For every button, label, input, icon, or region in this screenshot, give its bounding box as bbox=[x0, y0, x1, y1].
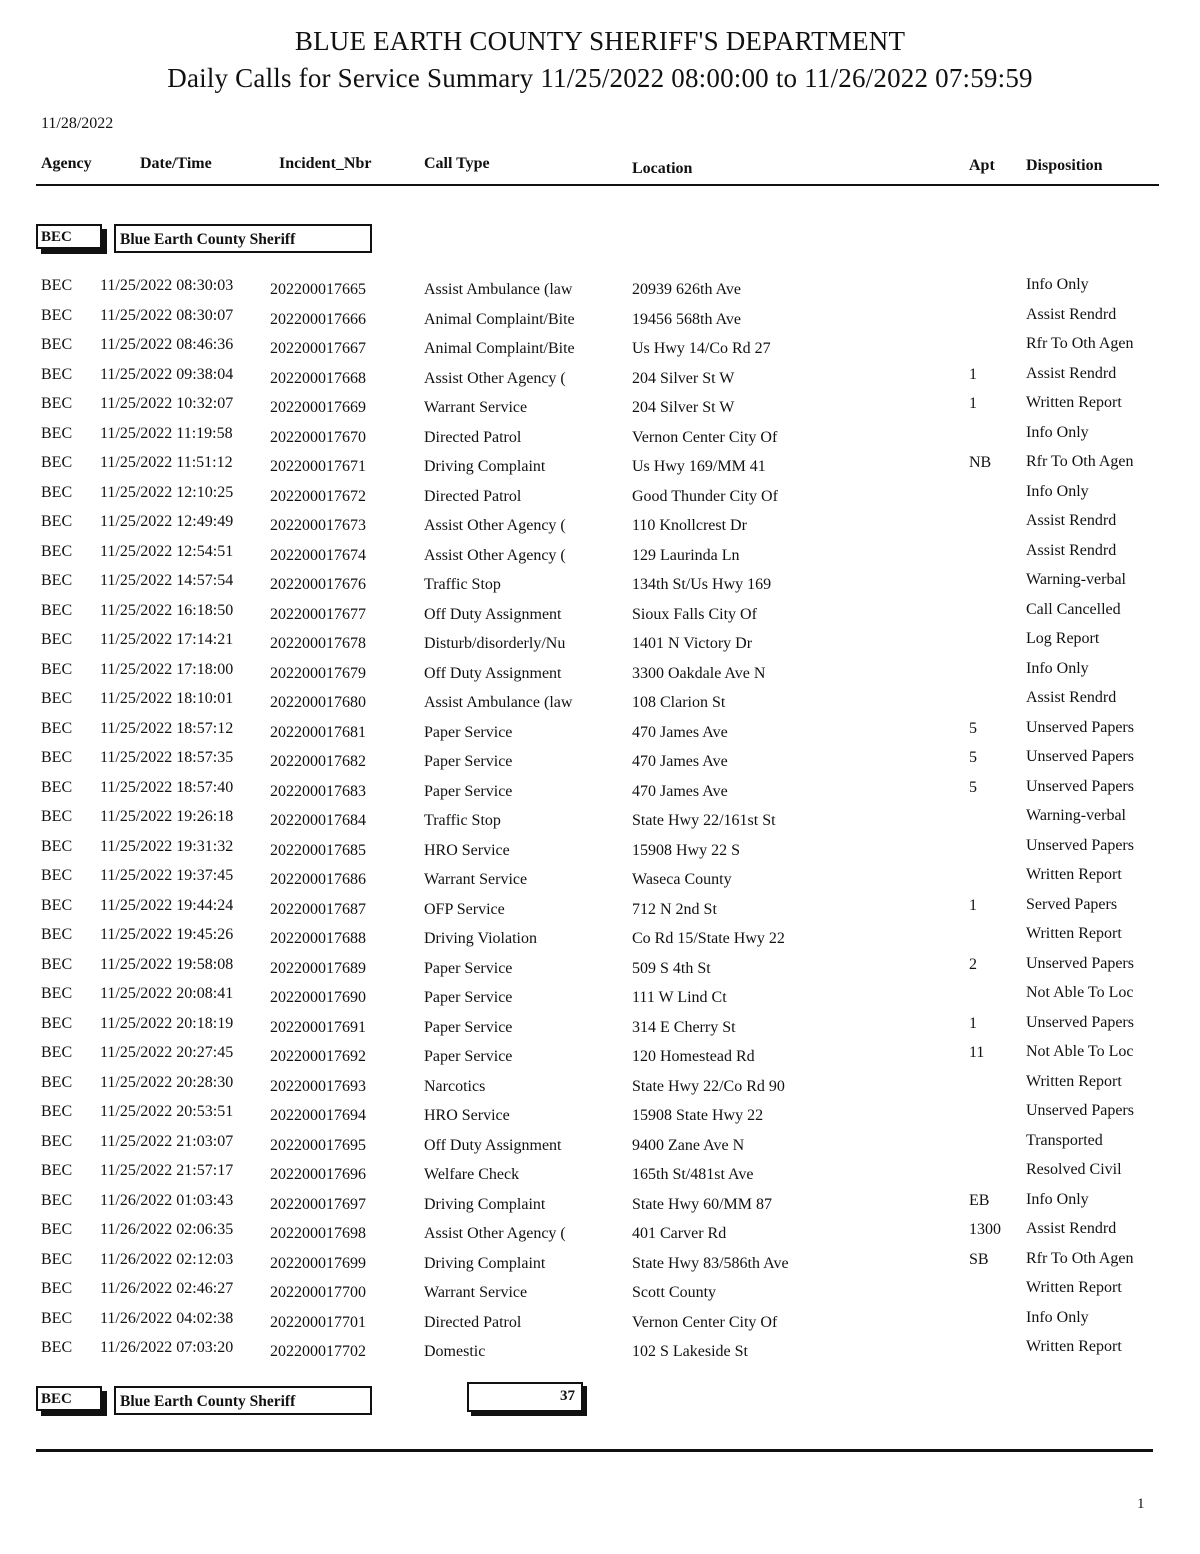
cell-location: 3300 Oakdale Ave N bbox=[632, 664, 766, 682]
cell-location: 509 S 4th St bbox=[632, 959, 711, 977]
cell-datetime: 11/25/2022 12:49:49 bbox=[100, 513, 234, 530]
cell-agency: BEC bbox=[41, 1221, 73, 1238]
calls-table bbox=[0, 274, 1200, 1366]
footer-code: BEC bbox=[41, 1391, 72, 1407]
cell-call-type: Assist Other Agency ( bbox=[424, 369, 566, 387]
cell-location: 102 S Lakeside St bbox=[632, 1343, 748, 1360]
cell-location: State Hwy 60/MM 87 bbox=[632, 1195, 772, 1213]
cell-location: Waseca County bbox=[632, 871, 732, 888]
table-row bbox=[0, 510, 1200, 540]
cell-datetime: 11/25/2022 08:46:36 bbox=[100, 336, 234, 353]
cell-location: 120 Homestead Rd bbox=[632, 1048, 755, 1065]
table-row bbox=[0, 805, 1200, 835]
cell-agency: BEC bbox=[41, 749, 73, 766]
footer-name: Blue Earth County Sheriff bbox=[120, 1393, 296, 1410]
cell-agency: BEC bbox=[41, 1132, 73, 1150]
cell-incident: 202200017666 bbox=[270, 310, 366, 328]
table-row bbox=[0, 451, 1200, 481]
cell-incident: 202200017669 bbox=[270, 399, 366, 416]
cell-location: Co Rd 15/State Hwy 22 bbox=[632, 930, 785, 947]
cell-call-type: Paper Service bbox=[424, 989, 513, 1006]
cell-disposition: Unserved Papers bbox=[1026, 1013, 1134, 1031]
cell-apt: 5 bbox=[969, 778, 977, 796]
column-header-apt: Apt bbox=[969, 157, 995, 174]
cell-disposition: Transported bbox=[1026, 1131, 1103, 1149]
cell-call-type: Narcotics bbox=[424, 1077, 486, 1095]
table-row bbox=[0, 1012, 1200, 1042]
table-row bbox=[0, 776, 1200, 806]
cell-disposition: Assist Rendrd bbox=[1026, 305, 1117, 323]
cell-incident: 202200017697 bbox=[270, 1195, 366, 1213]
cell-disposition: Assist Rendrd bbox=[1026, 1220, 1117, 1237]
cell-datetime: 11/25/2022 21:03:07 bbox=[100, 1132, 234, 1150]
table-row bbox=[0, 1159, 1200, 1189]
cell-apt: 5 bbox=[969, 719, 977, 737]
cell-datetime: 11/25/2022 12:10:25 bbox=[100, 483, 234, 501]
cell-apt: 1 bbox=[969, 365, 977, 383]
cell-agency: BEC bbox=[41, 1191, 73, 1209]
cell-apt: 1 bbox=[969, 896, 977, 914]
cell-agency: BEC bbox=[41, 867, 73, 884]
column-header-agency: Agency bbox=[41, 155, 92, 172]
cell-agency: BEC bbox=[41, 513, 73, 530]
cell-datetime: 11/26/2022 02:46:27 bbox=[100, 1280, 234, 1297]
cell-call-type: Driving Complaint bbox=[424, 1195, 546, 1213]
cell-call-type: Assist Other Agency ( bbox=[424, 546, 566, 564]
cell-datetime: 11/25/2022 20:53:51 bbox=[100, 1103, 234, 1120]
cell-agency: BEC bbox=[41, 454, 73, 471]
cell-agency: BEC bbox=[41, 542, 73, 560]
cell-incident: 202200017681 bbox=[270, 723, 366, 741]
cell-datetime: 11/25/2022 19:44:24 bbox=[100, 896, 234, 914]
cell-agency: BEC bbox=[41, 1073, 73, 1091]
cell-apt: SB bbox=[969, 1250, 989, 1268]
cell-location: 470 James Ave bbox=[632, 753, 728, 770]
cell-call-type: Traffic Stop bbox=[424, 576, 501, 593]
cell-agency: BEC bbox=[41, 808, 73, 825]
cell-call-type: Paper Service bbox=[424, 723, 513, 741]
cell-apt: 1300 bbox=[969, 1221, 1001, 1238]
cell-incident: 202200017686 bbox=[270, 871, 366, 888]
cell-disposition: Not Able To Loc bbox=[1026, 984, 1134, 1001]
group-code: BEC bbox=[41, 229, 72, 245]
cell-datetime: 11/25/2022 18:57:12 bbox=[100, 719, 234, 737]
cell-call-type: Driving Violation bbox=[424, 930, 537, 947]
cell-incident: 202200017698 bbox=[270, 1225, 366, 1242]
table-row bbox=[0, 864, 1200, 894]
table-row bbox=[0, 392, 1200, 422]
cell-apt: EB bbox=[969, 1191, 990, 1209]
cell-disposition: Written Report bbox=[1026, 925, 1122, 942]
cell-incident: 202200017700 bbox=[270, 1284, 366, 1301]
cell-disposition: Resolved Civil bbox=[1026, 1161, 1122, 1178]
table-row bbox=[0, 1307, 1200, 1337]
cell-location: Good Thunder City Of bbox=[632, 487, 778, 505]
cell-incident: 202200017671 bbox=[270, 458, 366, 475]
cell-location: 1401 N Victory Dr bbox=[632, 635, 753, 652]
cell-call-type: Paper Service bbox=[424, 782, 513, 800]
cell-agency: BEC bbox=[41, 690, 73, 707]
cell-apt: 1 bbox=[969, 395, 977, 412]
table-row bbox=[0, 422, 1200, 452]
cell-agency: BEC bbox=[41, 601, 73, 619]
cell-datetime: 11/25/2022 19:58:08 bbox=[100, 955, 234, 973]
cell-location: 110 Knollcrest Dr bbox=[632, 517, 747, 534]
report-title: BLUE EARTH COUNTY SHERIFF'S DEPARTMENT bbox=[294, 26, 906, 56]
cell-disposition: Unserved Papers bbox=[1026, 777, 1134, 795]
cell-location: Vernon Center City Of bbox=[632, 1313, 778, 1331]
cell-location: 9400 Zane Ave N bbox=[632, 1136, 745, 1154]
cell-incident: 202200017691 bbox=[270, 1018, 366, 1036]
cell-incident: 202200017687 bbox=[270, 900, 366, 918]
cell-agency: BEC bbox=[41, 926, 73, 943]
cell-disposition: Unserved Papers bbox=[1026, 1102, 1134, 1119]
cell-location: 129 Laurinda Ln bbox=[632, 546, 740, 564]
cell-agency: BEC bbox=[41, 1309, 73, 1327]
table-row bbox=[0, 1218, 1200, 1248]
cell-call-type: Off Duty Assignment bbox=[424, 605, 562, 623]
cell-disposition: Assist Rendrd bbox=[1026, 512, 1117, 529]
cell-call-type: Assist Ambulance (law bbox=[424, 281, 573, 298]
cell-call-type: Paper Service bbox=[424, 1048, 513, 1065]
cell-datetime: 11/25/2022 12:54:51 bbox=[100, 542, 234, 560]
table-row bbox=[0, 1071, 1200, 1101]
cell-disposition: Warning-verbal bbox=[1026, 807, 1126, 824]
cell-incident: 202200017696 bbox=[270, 1166, 366, 1183]
cell-apt: 1 bbox=[969, 1014, 977, 1032]
table-row bbox=[0, 540, 1200, 570]
total-count-box bbox=[467, 1382, 583, 1412]
cell-incident: 202200017701 bbox=[270, 1313, 366, 1331]
cell-datetime: 11/26/2022 07:03:20 bbox=[100, 1339, 234, 1356]
cell-incident: 202200017665 bbox=[270, 281, 366, 298]
table-row bbox=[0, 982, 1200, 1012]
cell-call-type: Welfare Check bbox=[424, 1166, 520, 1183]
cell-agency: BEC bbox=[41, 1250, 73, 1268]
table-row bbox=[0, 1130, 1200, 1160]
cell-apt: 5 bbox=[969, 749, 977, 766]
cell-disposition: Info Only bbox=[1026, 276, 1089, 293]
cell-disposition: Served Papers bbox=[1026, 895, 1118, 913]
cell-disposition: Unserved Papers bbox=[1026, 718, 1134, 736]
column-header-location: Location bbox=[632, 160, 693, 177]
table-row bbox=[0, 658, 1200, 688]
cell-datetime: 11/25/2022 19:31:32 bbox=[100, 837, 234, 855]
table-row bbox=[0, 717, 1200, 747]
table-row bbox=[0, 1336, 1200, 1366]
cell-datetime: 11/25/2022 09:38:04 bbox=[100, 365, 234, 383]
cell-call-type: Assist Other Agency ( bbox=[424, 1225, 566, 1242]
header-divider bbox=[36, 184, 1159, 186]
cell-call-type: Warrant Service bbox=[424, 1284, 528, 1301]
cell-datetime: 11/25/2022 18:57:35 bbox=[100, 749, 234, 766]
cell-disposition: Call Cancelled bbox=[1026, 600, 1121, 618]
print-date: 11/28/2022 bbox=[41, 115, 114, 132]
cell-location: 314 E Cherry St bbox=[632, 1018, 736, 1036]
cell-call-type: Directed Patrol bbox=[424, 428, 522, 446]
cell-location: Sioux Falls City Of bbox=[632, 605, 757, 623]
cell-call-type: Domestic bbox=[424, 1343, 486, 1360]
cell-disposition: Written Report bbox=[1026, 1279, 1122, 1296]
cell-apt: NB bbox=[969, 454, 992, 471]
cell-incident: 202200017672 bbox=[270, 487, 366, 505]
cell-disposition: Not Able To Loc bbox=[1026, 1043, 1134, 1060]
cell-datetime: 11/25/2022 21:57:17 bbox=[100, 1162, 234, 1179]
cell-agency: BEC bbox=[41, 778, 73, 796]
cell-datetime: 11/25/2022 16:18:50 bbox=[100, 601, 234, 619]
cell-disposition: Written Report bbox=[1026, 866, 1122, 883]
table-row bbox=[0, 274, 1200, 304]
cell-location: 15908 Hwy 22 S bbox=[632, 841, 741, 859]
cell-agency: BEC bbox=[41, 395, 73, 412]
cell-location: 204 Silver St W bbox=[632, 369, 735, 387]
cell-location: Vernon Center City Of bbox=[632, 428, 778, 446]
cell-location: State Hwy 22/Co Rd 90 bbox=[632, 1077, 785, 1095]
table-row bbox=[0, 569, 1200, 599]
footer-code-box bbox=[36, 1386, 102, 1411]
cell-datetime: 11/25/2022 10:32:07 bbox=[100, 395, 234, 412]
cell-agency: BEC bbox=[41, 1014, 73, 1032]
cell-incident: 202200017670 bbox=[270, 428, 366, 446]
table-row bbox=[0, 1248, 1200, 1278]
cell-incident: 202200017668 bbox=[270, 369, 366, 387]
cell-call-type: Warrant Service bbox=[424, 399, 528, 416]
cell-call-type: Directed Patrol bbox=[424, 487, 522, 505]
cell-call-type: Driving Complaint bbox=[424, 1254, 546, 1272]
cell-incident: 202200017689 bbox=[270, 959, 366, 977]
cell-apt: 11 bbox=[969, 1044, 985, 1061]
cell-incident: 202200017702 bbox=[270, 1343, 366, 1360]
cell-call-type: Warrant Service bbox=[424, 871, 528, 888]
cell-incident: 202200017683 bbox=[270, 782, 366, 800]
cell-incident: 202200017674 bbox=[270, 546, 366, 564]
cell-agency: BEC bbox=[41, 1339, 73, 1356]
table-row bbox=[0, 923, 1200, 953]
cell-disposition: Unserved Papers bbox=[1026, 836, 1134, 854]
table-row bbox=[0, 1277, 1200, 1307]
cell-datetime: 11/25/2022 19:37:45 bbox=[100, 867, 234, 884]
cell-call-type: Animal Complaint/Bite bbox=[424, 340, 575, 357]
cell-datetime: 11/26/2022 01:03:43 bbox=[100, 1191, 234, 1209]
table-row bbox=[0, 746, 1200, 776]
cell-location: Scott County bbox=[632, 1284, 717, 1301]
cell-location: 20939 626th Ave bbox=[632, 281, 742, 298]
cell-agency: BEC bbox=[41, 277, 73, 294]
cell-incident: 202200017680 bbox=[270, 694, 366, 711]
cell-incident: 202200017694 bbox=[270, 1107, 366, 1124]
cell-disposition: Unserved Papers bbox=[1026, 748, 1134, 765]
cell-agency: BEC bbox=[41, 306, 73, 324]
cell-location: 204 Silver St W bbox=[632, 399, 735, 416]
cell-datetime: 11/25/2022 11:51:12 bbox=[100, 454, 233, 471]
cell-agency: BEC bbox=[41, 1044, 73, 1061]
cell-apt: 2 bbox=[969, 955, 977, 973]
cell-call-type: Animal Complaint/Bite bbox=[424, 310, 575, 328]
cell-datetime: 11/25/2022 08:30:07 bbox=[100, 306, 234, 324]
cell-call-type: Off Duty Assignment bbox=[424, 1136, 562, 1154]
table-row bbox=[0, 628, 1200, 658]
cell-incident: 202200017677 bbox=[270, 605, 366, 623]
cell-call-type: HRO Service bbox=[424, 841, 510, 859]
cell-incident: 202200017676 bbox=[270, 576, 366, 593]
cell-location: Us Hwy 169/MM 41 bbox=[632, 458, 766, 475]
cell-agency: BEC bbox=[41, 1162, 73, 1179]
cell-location: 712 N 2nd St bbox=[632, 900, 717, 918]
cell-incident: 202200017693 bbox=[270, 1077, 366, 1095]
cell-incident: 202200017684 bbox=[270, 812, 366, 829]
cell-agency: BEC bbox=[41, 1103, 73, 1120]
cell-call-type: Assist Other Agency ( bbox=[424, 517, 566, 534]
cell-call-type: Disturb/disorderly/Nu bbox=[424, 635, 566, 652]
cell-incident: 202200017679 bbox=[270, 664, 366, 682]
cell-datetime: 11/25/2022 20:28:30 bbox=[100, 1073, 234, 1091]
table-row bbox=[0, 953, 1200, 983]
cell-agency: BEC bbox=[41, 572, 73, 589]
cell-datetime: 11/25/2022 19:45:26 bbox=[100, 926, 234, 943]
cell-datetime: 11/25/2022 18:10:01 bbox=[100, 690, 234, 707]
group-name: Blue Earth County Sheriff bbox=[120, 231, 296, 248]
cell-location: 401 Carver Rd bbox=[632, 1225, 727, 1242]
cell-agency: BEC bbox=[41, 719, 73, 737]
cell-agency: BEC bbox=[41, 424, 73, 442]
cell-datetime: 11/25/2022 20:18:19 bbox=[100, 1014, 234, 1032]
cell-disposition: Log Report bbox=[1026, 630, 1100, 647]
cell-disposition: Info Only bbox=[1026, 659, 1089, 677]
cell-disposition: Info Only bbox=[1026, 482, 1089, 500]
cell-call-type: OFP Service bbox=[424, 900, 505, 918]
cell-disposition: Rfr To Oth Agen bbox=[1026, 453, 1134, 470]
table-row bbox=[0, 1189, 1200, 1219]
cell-agency: BEC bbox=[41, 336, 73, 353]
cell-call-type: Driving Complaint bbox=[424, 458, 546, 475]
group-name-box bbox=[114, 224, 372, 253]
cell-call-type: Off Duty Assignment bbox=[424, 664, 562, 682]
cell-agency: BEC bbox=[41, 955, 73, 973]
total-count: 37 bbox=[560, 1388, 575, 1404]
cell-datetime: 11/25/2022 18:57:40 bbox=[100, 778, 234, 796]
footer-divider bbox=[36, 1449, 1153, 1452]
cell-disposition: Written Report bbox=[1026, 1072, 1122, 1090]
table-row bbox=[0, 363, 1200, 393]
column-header-call-type: Call Type bbox=[424, 155, 490, 172]
cell-datetime: 11/25/2022 17:14:21 bbox=[100, 631, 234, 648]
cell-agency: BEC bbox=[41, 631, 73, 648]
cell-disposition: Rfr To Oth Agen bbox=[1026, 1249, 1134, 1267]
cell-call-type: Paper Service bbox=[424, 1018, 513, 1036]
cell-disposition: Info Only bbox=[1026, 1190, 1089, 1208]
cell-datetime: 11/26/2022 04:02:38 bbox=[100, 1309, 234, 1327]
cell-incident: 202200017682 bbox=[270, 753, 366, 770]
cell-agency: BEC bbox=[41, 837, 73, 855]
cell-disposition: Assist Rendrd bbox=[1026, 541, 1117, 559]
cell-location: 470 James Ave bbox=[632, 782, 728, 800]
table-row bbox=[0, 835, 1200, 865]
table-row bbox=[0, 304, 1200, 334]
table-row bbox=[0, 599, 1200, 629]
cell-disposition: Written Report bbox=[1026, 1338, 1122, 1355]
cell-location: 15908 State Hwy 22 bbox=[632, 1107, 764, 1124]
cell-location: State Hwy 83/586th Ave bbox=[632, 1254, 789, 1272]
cell-call-type: Traffic Stop bbox=[424, 812, 501, 829]
cell-agency: BEC bbox=[41, 896, 73, 914]
cell-call-type: HRO Service bbox=[424, 1107, 510, 1124]
cell-disposition: Written Report bbox=[1026, 394, 1122, 411]
cell-disposition: Warning-verbal bbox=[1026, 571, 1126, 588]
cell-datetime: 11/25/2022 17:18:00 bbox=[100, 660, 234, 678]
cell-incident: 202200017667 bbox=[270, 340, 366, 357]
cell-location: 165th St/481st Ave bbox=[632, 1166, 754, 1183]
cell-agency: BEC bbox=[41, 365, 73, 383]
cell-call-type: Assist Ambulance (law bbox=[424, 694, 573, 711]
cell-datetime: 11/25/2022 08:30:03 bbox=[100, 277, 234, 294]
cell-incident: 202200017690 bbox=[270, 989, 366, 1006]
cell-location: Us Hwy 14/Co Rd 27 bbox=[632, 340, 771, 357]
table-row bbox=[0, 1100, 1200, 1130]
column-header-disposition: Disposition bbox=[1026, 157, 1103, 174]
table-row bbox=[0, 333, 1200, 363]
cell-agency: BEC bbox=[41, 1280, 73, 1297]
cell-agency: BEC bbox=[41, 483, 73, 501]
cell-location: 108 Clarion St bbox=[632, 694, 726, 711]
cell-datetime: 11/25/2022 20:27:45 bbox=[100, 1044, 234, 1061]
cell-incident: 202200017688 bbox=[270, 930, 366, 947]
cell-datetime: 11/25/2022 11:19:58 bbox=[100, 424, 233, 442]
cell-call-type: Directed Patrol bbox=[424, 1313, 522, 1331]
cell-location: 470 James Ave bbox=[632, 723, 728, 741]
column-header-incident: Incident_Nbr bbox=[279, 155, 372, 172]
footer-name-box bbox=[114, 1386, 372, 1415]
cell-disposition: Unserved Papers bbox=[1026, 954, 1134, 972]
cell-datetime: 11/25/2022 14:57:54 bbox=[100, 572, 234, 589]
cell-call-type: Paper Service bbox=[424, 753, 513, 770]
cell-incident: 202200017692 bbox=[270, 1048, 366, 1065]
page-number: 1 bbox=[1137, 1496, 1145, 1512]
cell-disposition: Assist Rendrd bbox=[1026, 689, 1117, 706]
table-row bbox=[0, 1041, 1200, 1071]
cell-disposition: Info Only bbox=[1026, 423, 1089, 441]
cell-call-type: Paper Service bbox=[424, 959, 513, 977]
cell-incident: 202200017673 bbox=[270, 517, 366, 534]
cell-disposition: Assist Rendrd bbox=[1026, 364, 1117, 382]
cell-incident: 202200017699 bbox=[270, 1254, 366, 1272]
cell-disposition: Rfr To Oth Agen bbox=[1026, 335, 1134, 352]
cell-location: 111 W Lind Ct bbox=[632, 989, 727, 1006]
cell-datetime: 11/26/2022 02:06:35 bbox=[100, 1221, 234, 1238]
cell-location: 19456 568th Ave bbox=[632, 310, 742, 328]
cell-datetime: 11/25/2022 19:26:18 bbox=[100, 808, 234, 825]
report-subtitle: Daily Calls for Service Summary 11/25/2022 08:00:00 to 11/26/2022 07:59:59 bbox=[167, 63, 1033, 93]
column-header-datetime: Date/Time bbox=[140, 155, 212, 172]
cell-agency: BEC bbox=[41, 985, 73, 1002]
table-row bbox=[0, 894, 1200, 924]
cell-location: State Hwy 22/161st St bbox=[632, 812, 776, 829]
cell-datetime: 11/26/2022 02:12:03 bbox=[100, 1250, 234, 1268]
cell-incident: 202200017678 bbox=[270, 635, 366, 652]
cell-incident: 202200017695 bbox=[270, 1136, 366, 1154]
table-row bbox=[0, 481, 1200, 511]
cell-disposition: Info Only bbox=[1026, 1308, 1089, 1326]
group-code-box bbox=[36, 224, 102, 249]
cell-location: 134th St/Us Hwy 169 bbox=[632, 576, 772, 593]
cell-incident: 202200017685 bbox=[270, 841, 366, 859]
table-row bbox=[0, 687, 1200, 717]
cell-datetime: 11/25/2022 20:08:41 bbox=[100, 985, 234, 1002]
cell-agency: BEC bbox=[41, 660, 73, 678]
